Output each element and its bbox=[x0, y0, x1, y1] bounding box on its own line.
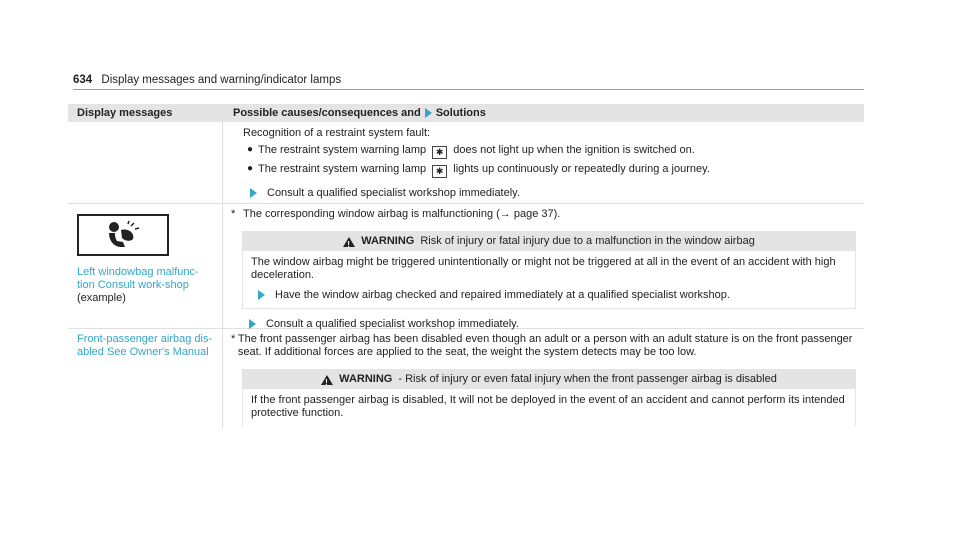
row3-warning-header bbox=[243, 370, 855, 389]
solution-arrow-icon bbox=[250, 188, 257, 198]
row2-warning-label: WARNING bbox=[361, 235, 415, 247]
page-number: 634 bbox=[73, 74, 93, 86]
row3-warning-title: - Risk of injury or even fatal injury when the front passenger airbag is disabled bbox=[398, 373, 777, 385]
table-row bbox=[68, 122, 864, 204]
solution-arrow-icon bbox=[258, 290, 265, 300]
row1-causes-cell bbox=[223, 122, 864, 203]
row1-intro: Recognition of a restraint system fault: bbox=[243, 127, 431, 139]
warning-icon bbox=[343, 237, 355, 247]
row3-warning-body-text: If the front passenger airbag is disabled, It will not be deployed in the event of an accident and cannot perform its intended protective function. bbox=[251, 394, 845, 419]
row2-solution-text: Consult a qualified specialist workshop immediately. bbox=[266, 318, 519, 330]
row1-message-cell bbox=[68, 122, 223, 203]
page-header-title: Display messages and warning/indicator lamps bbox=[101, 74, 342, 86]
solution-arrow-icon bbox=[425, 108, 432, 118]
row2-star-text: The corresponding window airbag is malfunctioning (→ page 37). bbox=[243, 208, 561, 220]
row3-message-cell bbox=[68, 329, 223, 429]
row2-causes-cell bbox=[223, 204, 864, 328]
bullet1-pre: The restraint system warning lamp bbox=[258, 144, 427, 156]
airbag-person-svg bbox=[103, 220, 143, 250]
row2-message-suffix: (example) bbox=[77, 292, 126, 304]
col2-header-suffix: Solutions bbox=[435, 107, 486, 119]
solution-arrow-icon bbox=[249, 319, 256, 329]
bullet2-pre: The restraint system warning lamp bbox=[258, 163, 427, 175]
restraint-lamp-icon: ✱ bbox=[432, 146, 447, 159]
row2-warning-body bbox=[243, 251, 855, 308]
col-causes-solutions bbox=[223, 107, 486, 119]
col2-header-prefix: Possible causes/consequences and bbox=[233, 107, 421, 119]
table-header bbox=[68, 104, 864, 122]
row2-warning-body-text: The window airbag might be triggered unintentionally or might not be triggered at all in the event of an accident with high deceleration. bbox=[251, 256, 836, 281]
row3-star-text: The front passenger airbag has been disabled even though an adult or a person with an adult stature is on the front passenger seat. If additional forces are applied to the seat, the weight the system detects may be too low. bbox=[237, 333, 853, 358]
bullet1-post: does not light up when the ignition is switched on. bbox=[453, 144, 695, 156]
row2-message-cell bbox=[68, 204, 223, 328]
table-row bbox=[68, 204, 864, 329]
warning-icon bbox=[321, 375, 333, 385]
row2-warning-box bbox=[242, 231, 856, 309]
row2-message-link[interactable]: Left windowbag malfunc-tion Consult work-shop bbox=[77, 266, 199, 291]
col-display-messages: Display messages bbox=[77, 107, 173, 119]
row2-warning-title: Risk of injury or fatal injury due to a malfunction in the window airbag bbox=[420, 235, 755, 247]
row3-warning-box bbox=[242, 369, 856, 426]
page-header bbox=[73, 74, 341, 86]
row3-message-link[interactable]: Front-passenger airbag dis-abled See Owner's Manual bbox=[77, 333, 213, 358]
list-item bbox=[247, 143, 856, 159]
header-divider bbox=[73, 89, 864, 90]
messages-table bbox=[68, 104, 864, 429]
row3-star-note: * The front passenger airbag has been disabled even though an adult or a person with an adult stature is on the front passenger seat. If additional forces are applied to the seat, the weight the system detects may be too low. bbox=[231, 333, 856, 359]
table-row bbox=[68, 329, 864, 429]
row1-solution bbox=[243, 186, 856, 200]
bullet2-post: lights up continuously or repeatedly during a journey. bbox=[453, 163, 710, 175]
row3-warning-body bbox=[243, 389, 855, 426]
row3-warning-label: WARNING bbox=[339, 373, 393, 385]
restraint-lamp-icon: ✱ bbox=[432, 165, 447, 178]
row1-solution-text: Consult a qualified specialist workshop immediately. bbox=[267, 187, 520, 199]
row2-warning-solution-text: Have the window airbag checked and repaired immediately at a qualified specialist workshop. bbox=[275, 289, 730, 301]
bullet-icon: ● bbox=[247, 163, 254, 174]
row2-warning-solution bbox=[251, 288, 847, 302]
row2-star-note: * The corresponding window airbag is malfunctioning (→ page 37). bbox=[231, 208, 561, 220]
row2-warning-header bbox=[243, 232, 855, 251]
list-item bbox=[247, 162, 856, 178]
airbag-person-icon bbox=[77, 214, 169, 256]
row3-causes-cell bbox=[223, 329, 864, 429]
bullet-icon: ● bbox=[247, 144, 254, 155]
